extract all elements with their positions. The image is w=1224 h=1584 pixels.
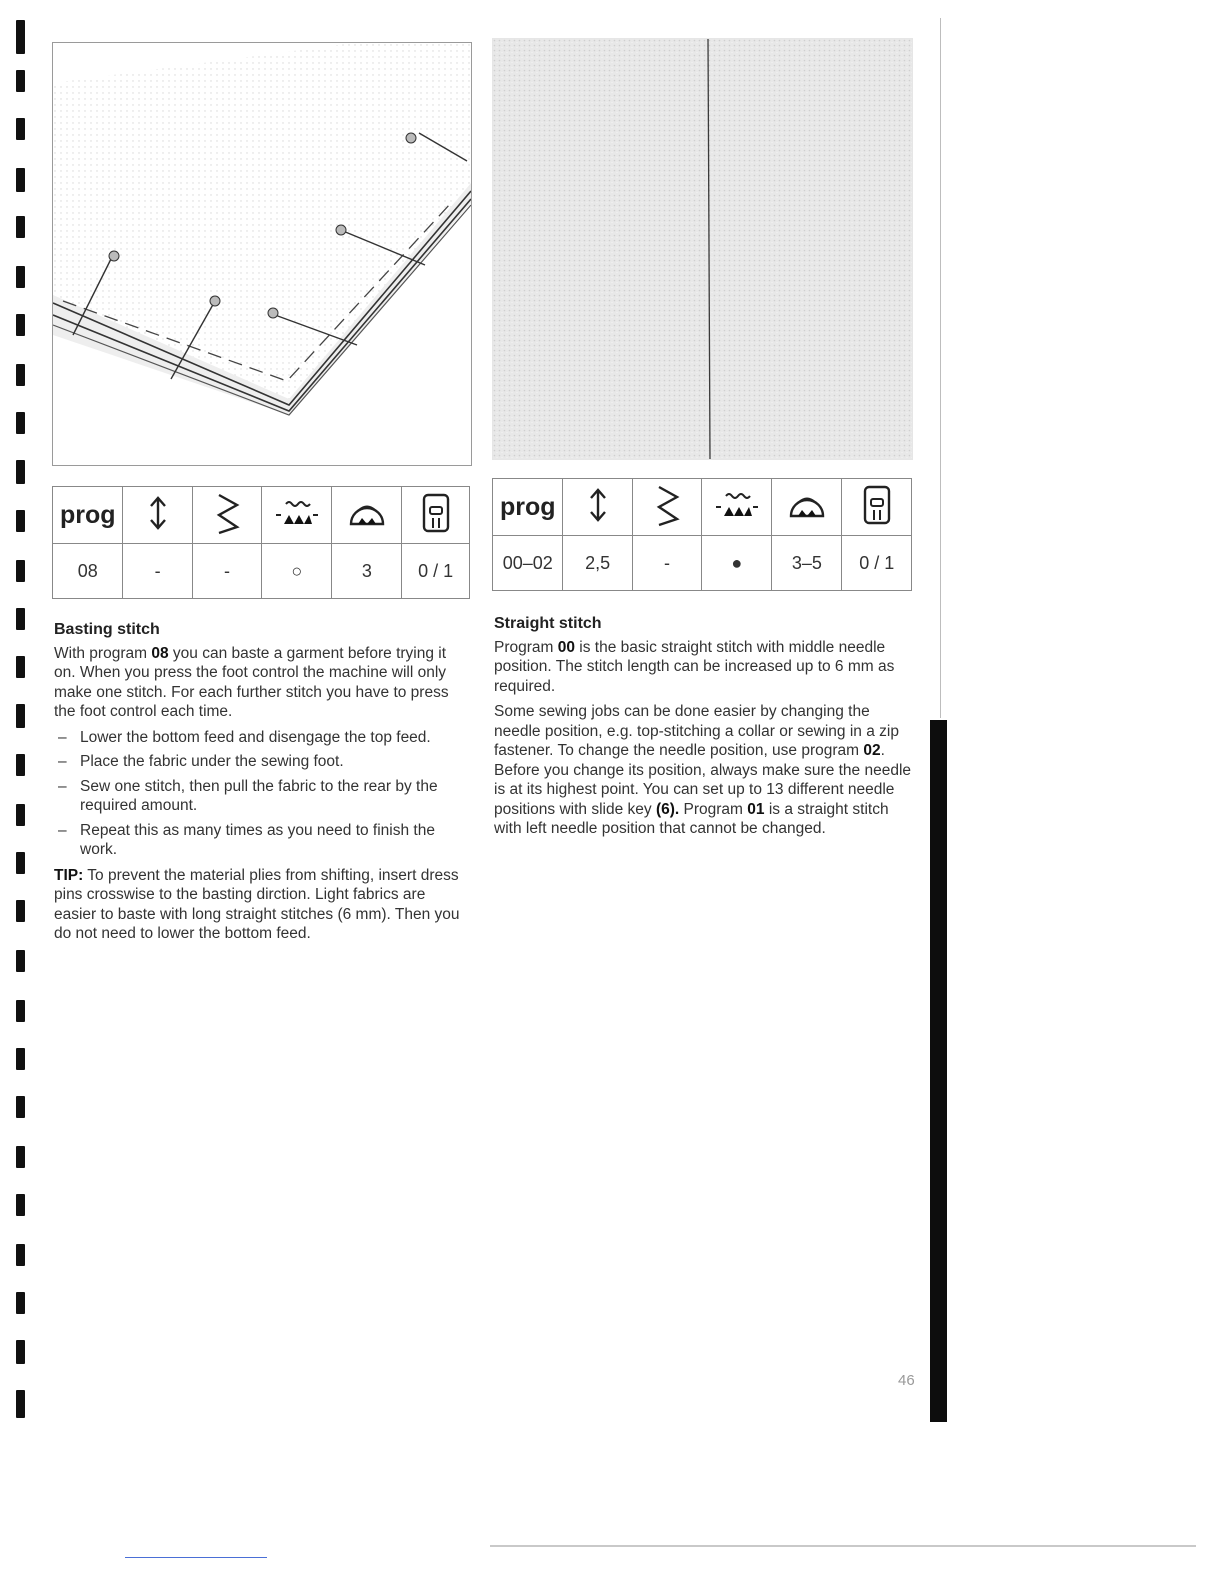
program-number: 08 bbox=[151, 644, 169, 662]
presser-foot-icon bbox=[842, 479, 912, 536]
stitch-width-icon bbox=[632, 479, 701, 536]
basting-heading: Basting stitch bbox=[54, 621, 160, 638]
binding-mark bbox=[16, 754, 25, 776]
thumb-index-bar bbox=[930, 720, 947, 1422]
prog-label: prog bbox=[499, 492, 556, 521]
straight-stitch-paragraph bbox=[494, 638, 914, 697]
basting-text-column bbox=[54, 620, 468, 950]
stitch-length-value: 2,5 bbox=[563, 536, 632, 591]
list-item: – Sew one stitch, then pull the fabric to the rear by the required amount. bbox=[54, 777, 468, 816]
binding-mark bbox=[16, 1048, 25, 1070]
feed-dog-icon bbox=[702, 479, 772, 536]
stitch-width-value: - bbox=[192, 544, 261, 599]
paragraph-text: Program bbox=[494, 638, 558, 656]
footer-link-line bbox=[125, 1557, 267, 1558]
straight-stitch-text-column bbox=[494, 614, 914, 845]
binding-marks bbox=[12, 20, 32, 1430]
binding-mark bbox=[16, 364, 25, 386]
prog-header bbox=[493, 479, 563, 536]
straight-stitch-settings-table bbox=[492, 478, 912, 591]
list-item: – Place the fabric under the sewing foot. bbox=[54, 752, 468, 772]
presser-foot-value: 0 / 1 bbox=[402, 544, 470, 599]
binding-mark bbox=[16, 510, 25, 532]
basting-tip bbox=[54, 866, 468, 944]
stitch-length-icon bbox=[123, 487, 192, 544]
binding-mark bbox=[16, 852, 25, 874]
paragraph-text: Some sewing jobs can be done easier by changing the needle position, e.g. top-stitching a collar or sewing in a zip fastener. To change the needle position, use program bbox=[494, 703, 899, 759]
prog-header bbox=[53, 487, 123, 544]
binding-mark bbox=[16, 20, 25, 54]
feed-dog-value: ● bbox=[702, 536, 772, 591]
stitch-length-icon bbox=[563, 479, 632, 536]
straight-stitch-illustration bbox=[492, 38, 913, 460]
stitch-width-value: - bbox=[632, 536, 701, 591]
thread-tension-icon bbox=[772, 479, 842, 536]
binding-mark bbox=[16, 216, 25, 238]
feed-dog-icon bbox=[262, 487, 332, 544]
program-value: 08 bbox=[53, 544, 123, 599]
thread-tension-value: 3–5 bbox=[772, 536, 842, 591]
stitch-length-value: - bbox=[123, 544, 192, 599]
binding-mark bbox=[16, 1292, 25, 1314]
list-item: – Repeat this as many times as you need to finish the work. bbox=[54, 821, 468, 860]
binding-mark bbox=[16, 460, 25, 484]
binding-mark bbox=[16, 1146, 25, 1168]
needle-position-paragraph bbox=[494, 702, 914, 839]
program-number: 00 bbox=[557, 638, 575, 656]
list-item: – Lower the bottom feed and disengage the top feed. bbox=[54, 728, 468, 748]
presser-foot-icon bbox=[402, 487, 470, 544]
binding-mark bbox=[16, 950, 25, 972]
binding-mark bbox=[16, 168, 25, 192]
binding-mark bbox=[16, 1194, 25, 1216]
stitch-width-icon bbox=[192, 487, 261, 544]
margin-rule bbox=[940, 18, 941, 718]
binding-mark bbox=[16, 656, 25, 678]
binding-mark bbox=[16, 1340, 25, 1364]
binding-mark bbox=[16, 804, 25, 826]
program-number: 01 bbox=[747, 800, 765, 818]
feed-dog-value: ○ bbox=[262, 544, 332, 599]
straight-stitch-heading: Straight stitch bbox=[494, 615, 602, 632]
footer-rule bbox=[490, 1545, 1196, 1547]
pinned-fabric-drawing bbox=[53, 43, 471, 465]
tip-label: TIP: bbox=[54, 866, 84, 884]
tip-text: To prevent the material plies from shifting, insert dress pins crosswise to the basting dirction. Light fabrics are easier to baste with long straight stitches (6 mm). Then you do not need to lower the bottom feed. bbox=[54, 866, 460, 942]
basting-illustration bbox=[52, 42, 472, 466]
prog-label: prog bbox=[59, 500, 116, 529]
binding-mark bbox=[16, 314, 25, 336]
basting-steps bbox=[54, 728, 468, 860]
binding-mark bbox=[16, 266, 25, 288]
binding-mark bbox=[16, 608, 25, 630]
intro-text: you can baste a garment before trying it on. When you press the foot control the machine will only make one stitch. For each further stitch you have to press the foot control each time. bbox=[54, 644, 449, 720]
binding-mark bbox=[16, 900, 25, 922]
program-value: 00–02 bbox=[493, 536, 563, 591]
program-number: 02 bbox=[863, 742, 881, 759]
binding-mark bbox=[16, 560, 25, 582]
thread-tension-value: 3 bbox=[332, 544, 402, 599]
paragraph-text: . Before you change its position, always make sure the needle is at its highest point. You can set up to 13 different needle positions with slide key bbox=[494, 742, 912, 818]
binding-mark bbox=[16, 1096, 25, 1118]
binding-mark bbox=[16, 1000, 25, 1022]
intro-text: With program bbox=[54, 644, 152, 662]
stitched-fabric-drawing bbox=[493, 39, 912, 459]
page-number: 46 bbox=[898, 1372, 915, 1389]
binding-mark bbox=[16, 70, 25, 92]
slide-key-ref: (6). bbox=[655, 800, 680, 818]
binding-mark bbox=[16, 1244, 25, 1266]
basting-intro bbox=[54, 644, 468, 722]
binding-mark bbox=[16, 412, 25, 434]
thread-tension-icon bbox=[332, 487, 402, 544]
presser-foot-value: 0 / 1 bbox=[842, 536, 912, 591]
paragraph-text: Program bbox=[679, 800, 748, 818]
binding-mark bbox=[16, 1390, 25, 1418]
basting-settings-table bbox=[52, 486, 470, 599]
paragraph-text: is the basic straight stitch with middle needle position. The stitch length can be increased up to 6 mm as required. bbox=[494, 638, 895, 695]
binding-mark bbox=[16, 118, 25, 140]
binding-mark bbox=[16, 704, 25, 728]
paragraph-text: is a straight stitch with left needle position that cannot be changed. bbox=[494, 800, 889, 837]
